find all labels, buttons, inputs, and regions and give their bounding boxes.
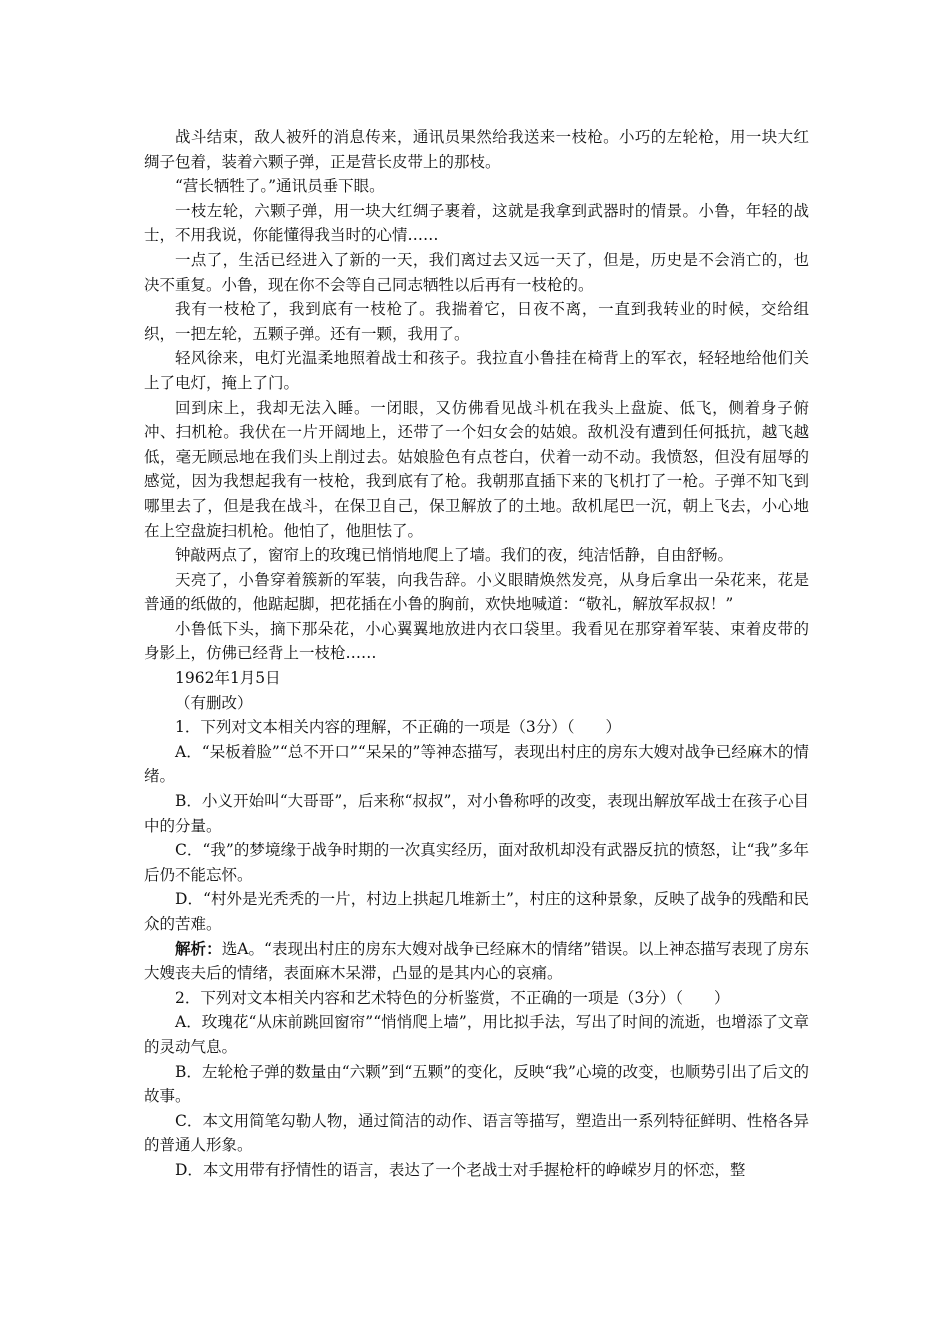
question-2-option-b: B．左轮枪子弹的数量由“六颗”到“五颗”的变化，反映“我”心境的改变，也顺势引出了后文的故事。 — [144, 1062, 809, 1106]
question-2-option-c: C．本文用简笔勾勒人物，通过简洁的动作、语言等描写，塑造出一系列特征鲜明、性格各异的普通人形象。 — [144, 1111, 809, 1155]
question-2-stem: 2．下列对文本相关内容和艺术特色的分析鉴赏，不正确的一项是（3分）（ ） — [175, 988, 730, 1007]
story-note: （有删改） — [175, 693, 253, 712]
story-paragraph-5: 我有一枝枪了，我到底有一枝枪了。我揣着它，日夜不离，一直到我转业的时候，交给组织，一把左轮，五颗子弹。还有一颗，我用了。 — [144, 300, 809, 343]
story-paragraph-4: 一点了，生活已经进入了新的一天，我们离过去又远一天了，但是，历史是不会消亡的，也决不重复。小鲁，现在你不会等自己同志牺牲以后再有一枝枪的。 — [144, 250, 809, 294]
story-date: 1962年1月5日 — [175, 669, 281, 688]
story-paragraph-1: 战斗结束，敌人被歼的消息传来，通讯员果然给我送来一枝枪。小巧的左轮枪，用一块大红绸子包着，装着六颗子弹，正是营长皮带上的那枝。 — [144, 128, 809, 171]
story-paragraph-10: 小鲁低下头，摘下那朵花，小心翼翼地放进内衣口袋里。我看见在那穿着军装、束着皮带的身影上，仿佛已经背上一枝枪…… — [144, 619, 809, 663]
question-1-option-b: B．小义开始叫“大哥哥”，后来称“叔叔”，对小鲁称呼的改变，表现出解放军战士在孩子心目中的分量。 — [144, 792, 809, 835]
question-1-stem: 1．下列对文本相关内容的理解，不正确的一项是（3分）（ ） — [175, 718, 621, 737]
story-paragraph-8: 钟敲两点了，窗帘上的玫瑰已悄悄地爬上了墙。我们的夜，纯洁恬静，自由舒畅。 — [175, 546, 734, 565]
document-page — [144, 125, 809, 1183]
story-paragraph-2: “营长牺牲了。”通讯员垂下眼。 — [175, 177, 385, 196]
story-paragraph-9: 天亮了，小鲁穿着簇新的军装，向我告辞。小义眼睛焕然发亮，从身后拿出一朵花来，花是普通的纸做的，他踮起脚，把花插在小鲁的胸前，欢快地喊道：“敬礼，解放军叔叔！” — [144, 570, 809, 614]
analysis-text: 选A。“表现出村庄的房东大嫂对战争已经麻木的情绪”错误。以上神态描写表现了房东大嫂丧夫后的情绪，表面麻木呆滞，凸显的是其内心的哀痛。 — [144, 939, 809, 983]
question-2-option-a: A．玫瑰花“从床前跳回窗帘”“悄悄爬上墙”，用比拟手法，写出了时间的流逝，也增添了文章的灵动气息。 — [144, 1013, 809, 1056]
story-paragraph-3: 一枝左轮，六颗子弹，用一块大红绸子裹着，这就是我拿到武器时的情景。小鲁，年轻的战士，不用我说，你能懂得我当时的心情…… — [144, 201, 809, 245]
story-paragraph-7: 回到床上，我却无法入睡。一闭眼，又仿佛看见战斗机在我头上盘旋、低飞，侧着身子俯冲、扫机枪。我伏在一片开阔地上，还带了一个妇女会的姑娘。敌机没有遭到任何抵抗，越飞越低，毫无顾忌地在我们头上削过去。姑娘脸色有点苍白，伏着一动不动。我愤怒，但没有屈辱的感觉，因为我想起我有一枝枪，我到底有了枪。我朝那直插下来的飞机打了一枪。子弹不知飞到哪里去了，但是我在战斗，在保卫自己，保卫解放了的土地。敌机尾巴一沉，朝上飞去，小心地在上空盘旋扫机枪。他怕了，他胆怯了。 — [144, 398, 809, 540]
question-1-option-a: A．“呆板着脸”“总不开口”“呆呆的”等神态描写，表现出村庄的房东大嫂对战争已经麻木的情绪。 — [144, 742, 809, 786]
question-1-analysis — [144, 937, 809, 986]
story-paragraph-6: 轻风徐来，电灯光温柔地照着战士和孩子。我拉直小鲁挂在椅背上的军衣，轻轻地给他们关上了电灯，掩上了门。 — [144, 349, 809, 392]
question-1-option-c: C．“我”的梦境缘于战争时期的一次真实经历，面对敌机却没有武器反抗的愤怒，让“我”多年后仍不能忘怀。 — [144, 841, 809, 884]
analysis-label: 解析： — [175, 938, 222, 958]
question-2-option-d: D．本文用带有抒情性的语言，表达了一个老战士对手握枪杆的峥嵘岁月的怀恋，整 — [175, 1160, 746, 1179]
question-1-option-d: D．“村外是光秃秃的一片，村边上拱起几堆新土”，村庄的这种景象，反映了战争的残酷和民众的苦难。 — [144, 890, 809, 933]
